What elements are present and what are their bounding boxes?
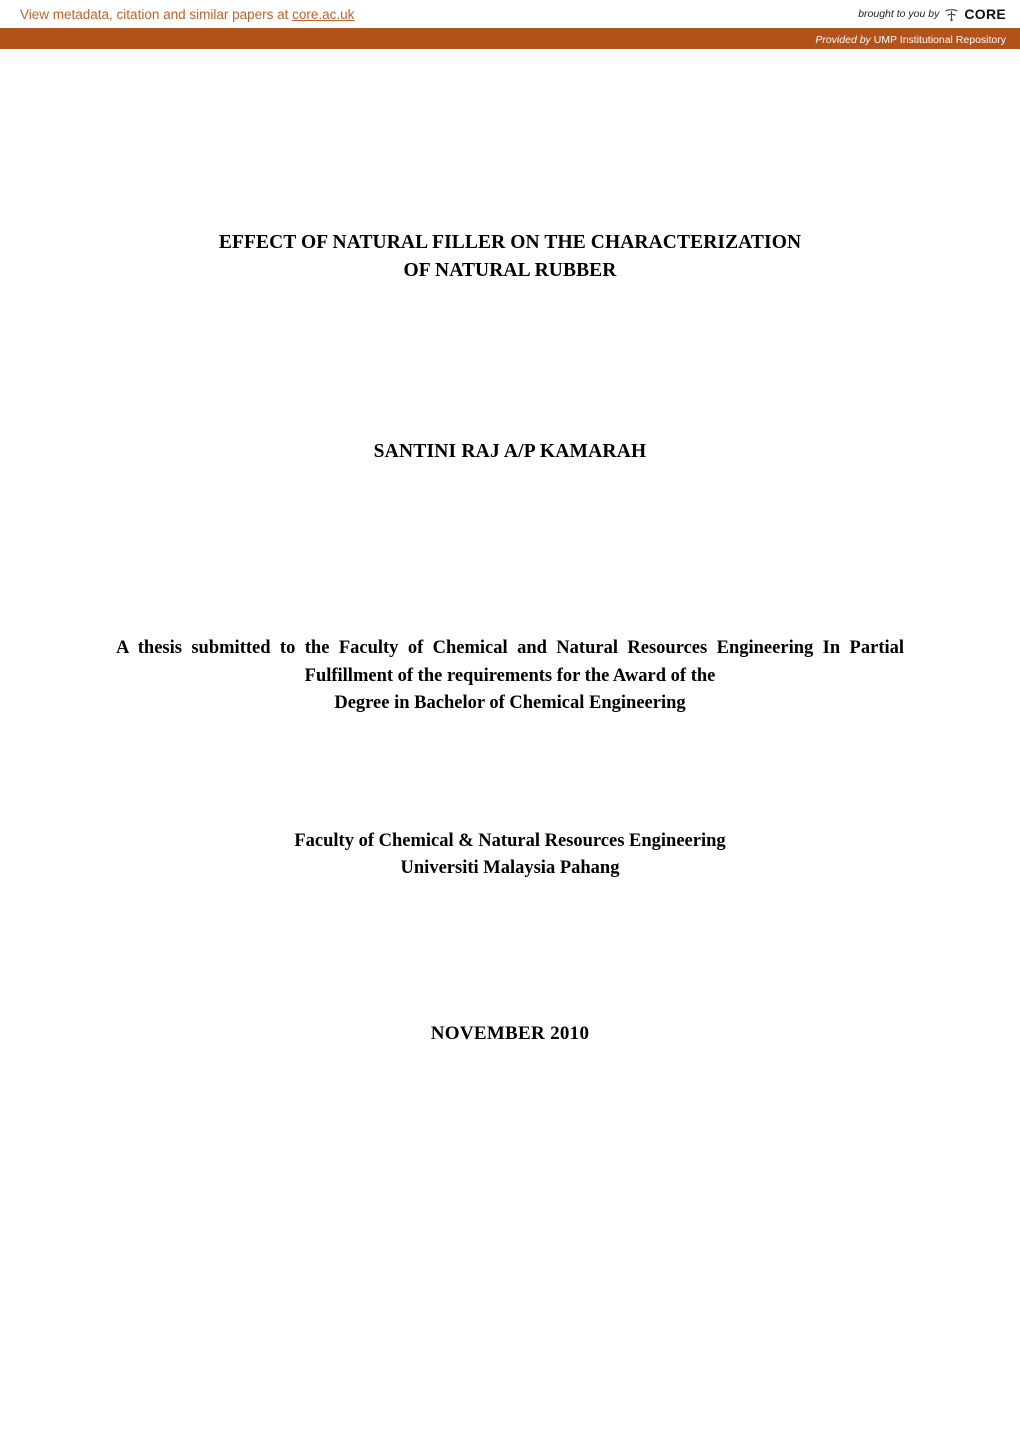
core-logo-icon <box>944 7 959 22</box>
page-title <box>116 229 904 284</box>
brought-to-you-by-label: brought to you by <box>858 8 940 20</box>
core-banner <box>0 0 1020 30</box>
page-title-line-2: OF NATURAL RUBBER <box>403 259 617 281</box>
faculty-affiliation <box>116 828 904 884</box>
core-attribution <box>858 6 1006 22</box>
submission-statement <box>116 635 904 717</box>
faculty-line-1: Faculty of Chemical & Natural Resources Engineering <box>294 830 726 851</box>
core-ac-uk-link[interactable]: core.ac.uk <box>292 6 355 22</box>
author-name: SANTINI RAJ A/P KAMARAH <box>373 441 647 463</box>
submission-statement-line-3: Degree in Bachelor of Chemical Engineering <box>334 693 686 714</box>
metadata-notice <box>20 7 354 22</box>
core-wordmark: CORE <box>964 6 1006 22</box>
submission-statement-line-2: Engineering In Partial Fulfillment of the requirements for the Award of the <box>304 638 905 686</box>
provided-by-text <box>815 34 1006 46</box>
metadata-notice-text: View metadata, citation and similar papers at <box>20 6 293 22</box>
submission-statement-line-1: A thesis submitted to the Faculty of Chemical and Natural Resources <box>116 638 708 659</box>
faculty-line-2: Universiti Malaysia Pahang <box>400 858 620 879</box>
provided-by-strip <box>0 30 1020 49</box>
provided-by-italic: Provided by <box>815 33 871 46</box>
page-title-line-1: EFFECT OF NATURAL FILLER ON THE CHARACTERIZATION <box>218 232 802 253</box>
provided-by-repository: UMP Institutional Repository <box>873 33 1006 46</box>
publication-date: NOVEMBER 2010 <box>430 1023 590 1044</box>
document-body <box>0 229 1020 1045</box>
